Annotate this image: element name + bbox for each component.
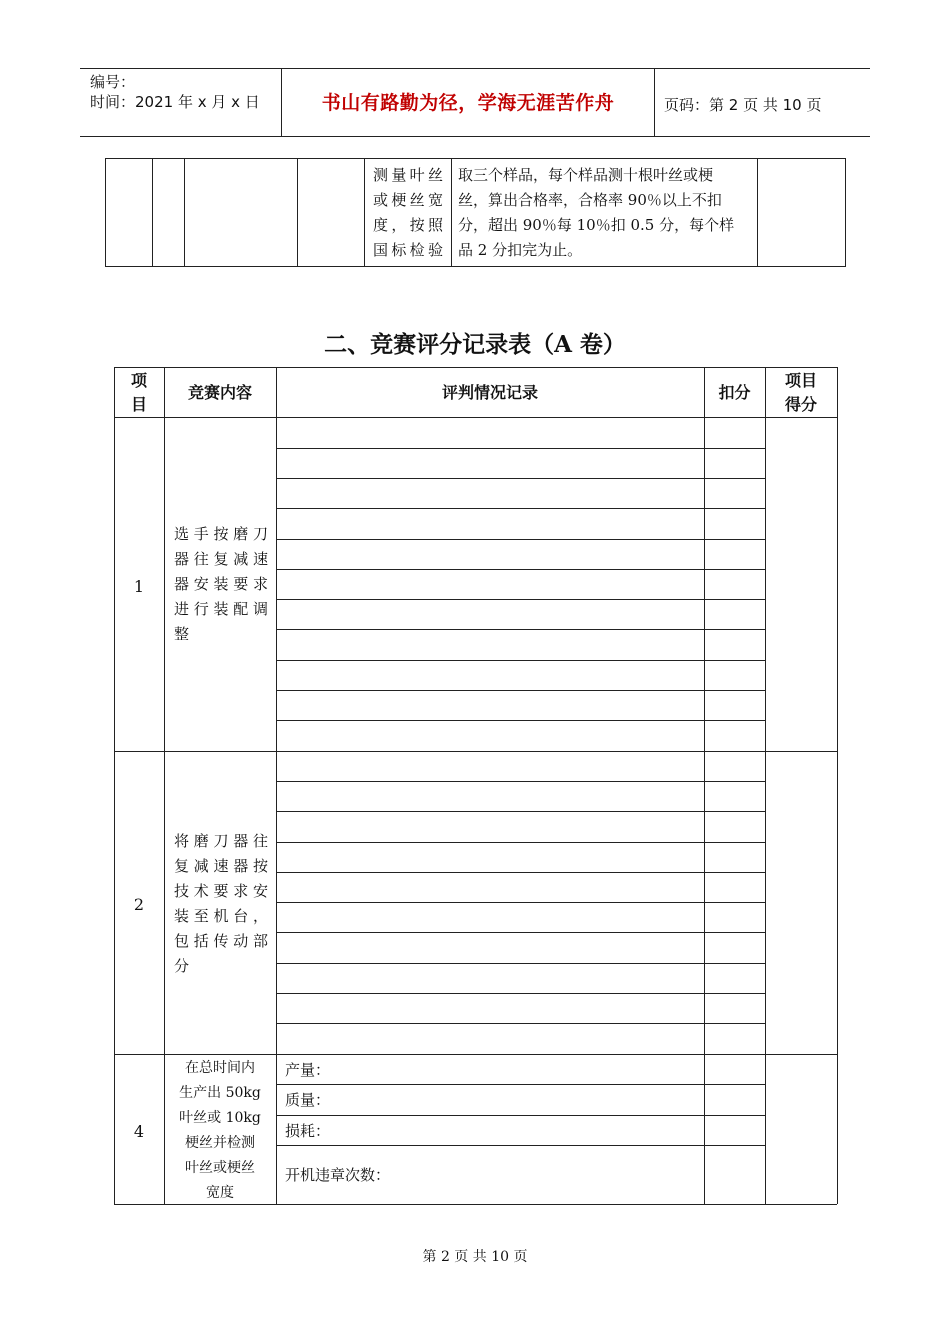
output-label: 产量：	[285, 1061, 331, 1079]
header-item: 项 目	[130, 371, 147, 414]
quality-label: 质量：	[285, 1091, 331, 1109]
competition-content-tail: 整	[174, 625, 190, 643]
row-number: 2	[133, 895, 145, 914]
header-motto: 书山有路勤为径，学海无涯苦作舟	[321, 92, 615, 114]
header-record: 评判情况记录	[441, 383, 538, 402]
measurement-item-label: 测量叶丝 或梗丝宽 度，按照 国标检验	[373, 166, 443, 259]
page-footer: 第 2 页 共 10 页	[422, 1249, 528, 1265]
loss-label: 损耗：	[285, 1122, 331, 1140]
measurement-criteria: 取三个样品，每个样品测十根叶丝或梗 丝，算出合格率，合格率 90％以上不扣 分，超出 90％每 10％扣 0.5 分，每个样 品 2 分扣完为止。	[458, 166, 735, 259]
violation-count-label: 开机违章次数：	[285, 1166, 391, 1184]
header-deduct: 扣分	[718, 383, 751, 402]
header-top-rule	[80, 68, 870, 69]
page-number-label: 页码：第 2 页 共 10 页	[664, 96, 822, 114]
competition-content: 选手按磨刀 器往复减速 器安装要求 进行装配调	[174, 525, 268, 618]
row-number: 4	[133, 1122, 145, 1141]
row-number: 1	[133, 577, 145, 596]
document-date-label: 时间：2021 年 x 月 x 日	[90, 93, 260, 111]
competition-content: 将磨刀器往 复减速器按 技术要求安 装至机台， 包括传动部	[174, 832, 268, 950]
competition-content: 在总时间内 生产出 50kg 叶丝或 10kg 梗丝并检测 叶丝或梗丝 宽度	[179, 1060, 261, 1201]
header-bottom-rule	[80, 136, 870, 137]
competition-content-tail: 分	[174, 957, 190, 975]
section-title: 二、竞赛评分记录表（A 卷）	[324, 331, 626, 358]
header-content: 竞赛内容	[187, 383, 252, 402]
header-divider	[654, 68, 655, 136]
header-score: 项目 得分	[784, 371, 817, 414]
document-number-label: 编号：	[90, 73, 136, 91]
